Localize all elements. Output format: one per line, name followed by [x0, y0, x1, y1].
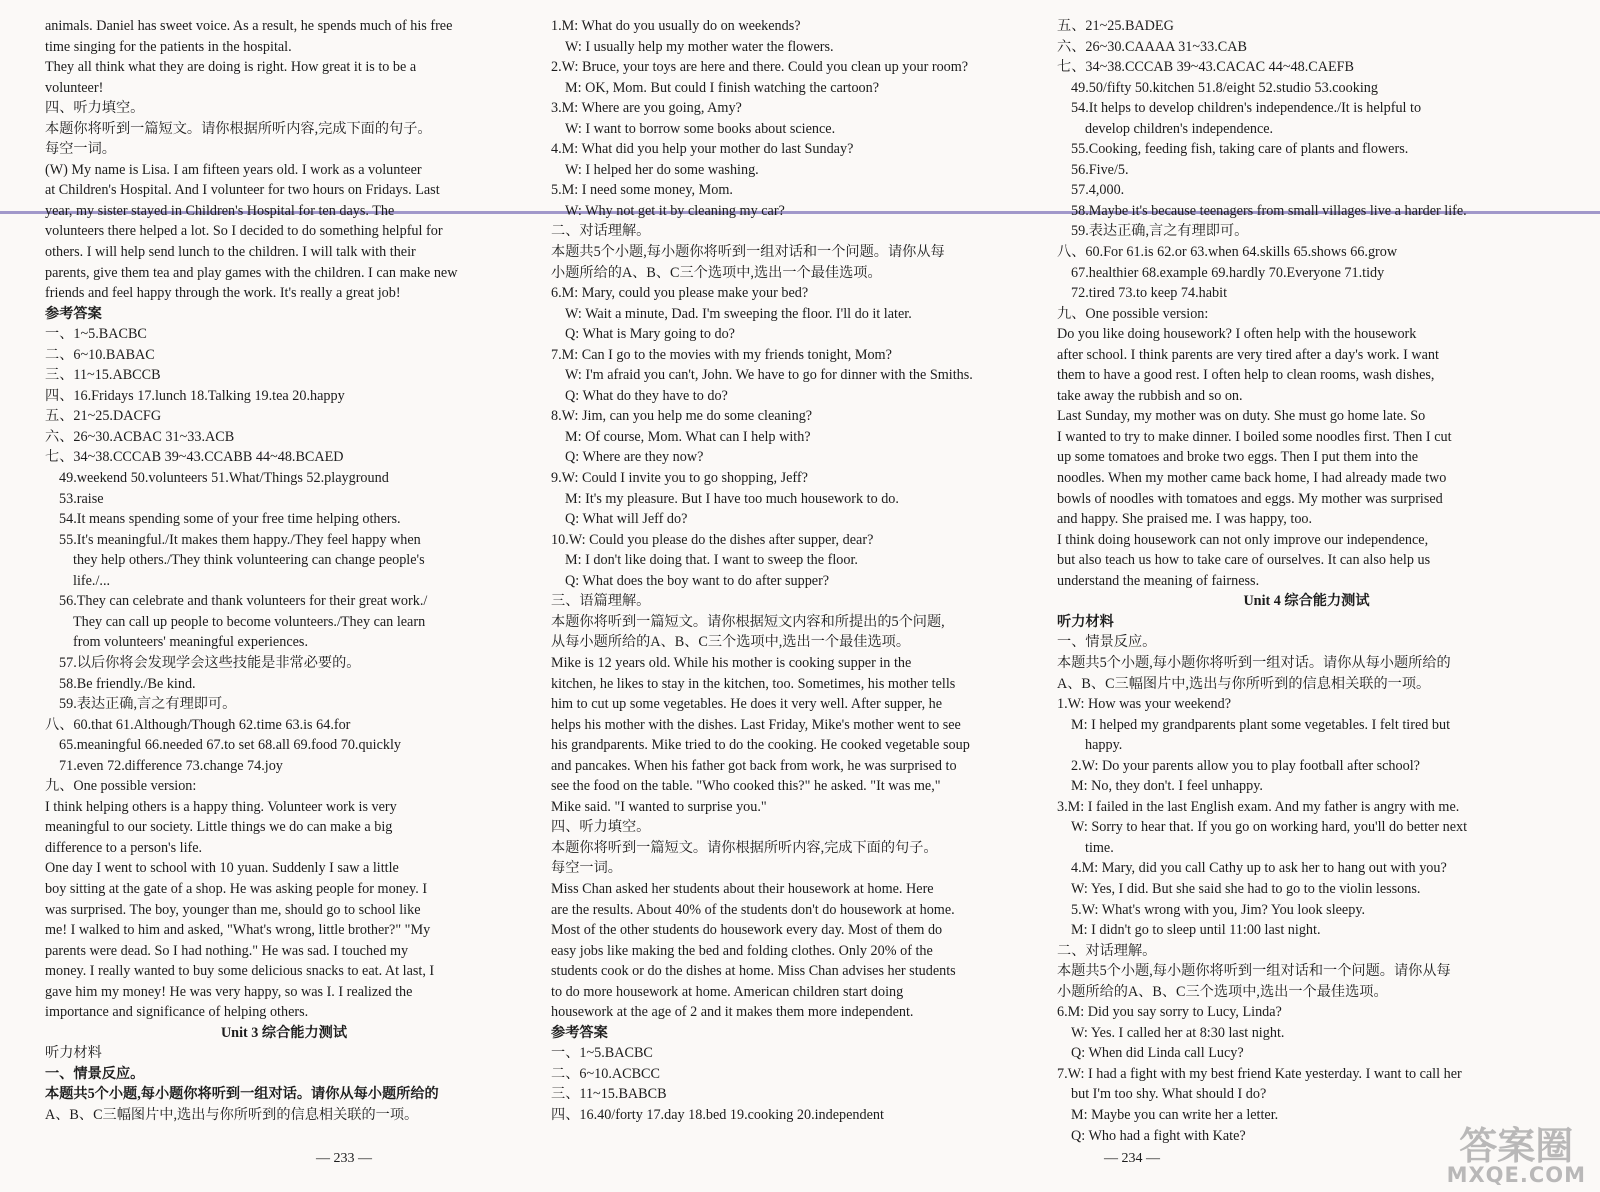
text-line: 每空一词。 — [551, 860, 622, 877]
text-line: but also teach us how to take care of ourselves. It can also help us — [1057, 552, 1431, 569]
text-line: his grandparents. Mike tried to do the cooking. He cooked vegetable soup — [551, 737, 970, 754]
page-number-234: — 234 — — [1104, 1151, 1160, 1166]
text-line: 8.W: Jim, can you help me do some cleaning? — [551, 408, 813, 425]
text-line: W: Yes, I did. But she said she had to go to the violin lessons. — [1071, 880, 1421, 897]
text-line: time. — [1085, 839, 1114, 856]
text-line: 四、听力填空。 — [45, 100, 145, 117]
text-line: develop children's independence. — [1085, 120, 1274, 137]
text-line: 从每小题所给的A、B、C三个选项中,选出一个最佳选项。 — [551, 634, 911, 651]
column-left — [45, 16, 523, 1126]
text-line: 二、6~10.ACBCC — [551, 1065, 660, 1082]
text-line: 本题你将听到一篇短文。请你根据短文内容和所提出的5个问题, — [551, 613, 945, 630]
text-line: meaningful to our society. Little things we do can make a big — [45, 819, 393, 836]
text-line: 3.M: Where are you going, Amy? — [551, 100, 742, 117]
text-line: 九、One possible version: — [45, 778, 197, 795]
text-line: Q: What is Mary going to do? — [565, 326, 735, 343]
text-line: gave him my money! He was very happy, so was I. I realized the — [45, 983, 413, 1000]
text-line: money. I really wanted to buy some delicious snacks to eat. At last, I — [45, 963, 435, 980]
text-line: 小题所给的A、B、C三个选项中,选出一个最佳选项。 — [1057, 983, 1388, 1000]
text-line: I think helping others is a happy thing. Volunteer work is very — [45, 798, 397, 815]
text-line: 1.M: What do you usually do on weekends? — [551, 18, 801, 34]
text-line: They all think what they are doing is right. How great it is to be a — [45, 59, 417, 76]
text-line: 3.M: I failed in the last English exam. And my father is angry with me. — [1057, 798, 1460, 815]
text-line: 59.表达正确,言之有理即可。 — [59, 696, 237, 713]
text-line: 二、对话理解。 — [551, 223, 651, 240]
text-line: Q: What will Jeff do? — [565, 511, 688, 528]
text-line: 56.Five/5. — [1071, 161, 1129, 178]
text-line: 听力材料 — [45, 1045, 102, 1062]
text-line: him to cut up some vegetables. He does it very well. After supper, he — [551, 696, 943, 713]
text-line: volunteer! — [45, 79, 104, 96]
text-line: 6.M: Did you say sorry to Lucy, Linda? — [1057, 1004, 1282, 1021]
text-line: 本题共5个小题,每小题你将听到一组对话和一个问题。请你从每 — [551, 244, 945, 261]
text-line: up some tomatoes and broke two eggs. Then I put them into the — [1057, 449, 1419, 466]
text-line: 小题所给的A、B、C三个选项中,选出一个最佳选项。 — [551, 264, 882, 281]
text-line: 2.W: Bruce, your toys are here and there. Could you clean up your room? — [551, 59, 969, 76]
text-line: Do you like doing housework? I often help with the housework — [1057, 326, 1417, 343]
text-line: W: Yes. I called her at 8:30 last night. — [1071, 1024, 1285, 1041]
text-line: 二、6~10.BABAC — [45, 346, 155, 363]
text-line: 6.M: Mary, could you please make your bed? — [551, 285, 809, 302]
text-line: Q: Where are they now? — [565, 449, 704, 466]
text-line: 49.50/fifty 50.kitchen 51.8/eight 52.studio 53.cooking — [1071, 79, 1378, 96]
text-line: at Children's Hospital. And I volunteer for two hours on Fridays. Last — [45, 182, 440, 199]
text-line: 四、16.40/forty 17.day 18.bed 19.cooking 20.independent — [551, 1106, 884, 1123]
text-line: 五、21~25.DACFG — [45, 408, 162, 425]
text-line: 七、34~38.CCCAB 39~43.CCABB 44~48.BCAED — [45, 449, 344, 466]
text-line: 六、26~30.CAAAA 31~33.CAB — [1057, 38, 1247, 55]
text-line: Q: What do they have to do? — [565, 387, 728, 404]
text-line: W: Sorry to hear that. If you go on working hard, you'll do better next — [1071, 819, 1468, 836]
text-line: W: I want to borrow some books about science. — [565, 120, 836, 137]
text-line: 八、60.that 61.Although/Though 62.time 63.is 64.for — [45, 716, 351, 733]
text-line: 三、语篇理解。 — [551, 593, 651, 610]
text-line: helps his mother with the dishes. Last Friday, Mike's mother went to see — [551, 716, 961, 733]
text-line: 7.M: Can I go to the movies with my friends tonight, Mom? — [551, 346, 892, 363]
text-line: Unit 3 综合能力测试 — [220, 1024, 348, 1041]
text-line: take away the rubbish and so on. — [1057, 387, 1243, 404]
text-line: 六、26~30.ACBAC 31~33.ACB — [45, 428, 235, 445]
text-line: they help others./They think volunteering can change people's — [73, 552, 425, 569]
text-line: M: I helped my grandparents plant some vegetables. I felt tired but — [1071, 716, 1451, 733]
text-line: I think doing housework can not only improve our independence, — [1057, 531, 1429, 548]
text-line: life./... — [73, 572, 111, 589]
text-line: housework at the age of 2 and it makes them more independent. — [551, 1004, 914, 1021]
text-line: 2.W: Do your parents allow you to play football after school? — [1071, 757, 1420, 774]
text-line: 1.W: How was your weekend? — [1057, 696, 1232, 713]
text-line: 57.以后你将会发现学会这些技能是非常必要的。 — [59, 654, 361, 671]
text-line: 54.It helps to develop children's independence./It is helpful to — [1071, 100, 1422, 117]
text-line: 65.meaningful 66.needed 67.to set 68.all 69.food 70.quickly — [59, 737, 402, 754]
text-line: year, my sister stayed in Children's Hospital for ten days. The — [45, 202, 395, 219]
text-line: me! I walked to him and asked, "What's wrong, little brother?" "My — [45, 922, 431, 939]
text-line: 4.M: What did you help your mother do last Sunday? — [551, 141, 854, 158]
text-line: 五、21~25.BADEG — [1057, 18, 1174, 34]
text-line: 参考答案 — [45, 305, 102, 322]
text-line: bowls of noodles with tomatoes and eggs. My mother was surprised — [1057, 490, 1443, 507]
text-line: Last Sunday, my mother was on duty. She must go home late. So — [1057, 408, 1426, 425]
text-line: 55.It's meaningful./It makes them happy./They feel happy when — [59, 531, 421, 548]
text-line: 72.tired 73.to keep 74.habit — [1071, 285, 1228, 302]
text-line: M: Of course, Mom. What can I help with? — [565, 428, 811, 445]
text-line: M: No, they don't. I feel unhappy. — [1071, 778, 1263, 795]
text-line: but I'm too shy. What should I do? — [1071, 1086, 1267, 1103]
watermark-logo — [1446, 1124, 1586, 1187]
text-line: Mike is 12 years old. While his mother is cooking supper in the — [551, 654, 912, 671]
text-line: 9.W: Could I invite you to go shopping, Jeff? — [551, 470, 808, 487]
text-line: 四、听力填空。 — [551, 819, 651, 836]
text-line: 58.Be friendly./Be kind. — [59, 675, 196, 692]
watermark-url: MXQE.COM — [1446, 1163, 1586, 1187]
text-line: 一、1~5.BACBC — [551, 1045, 653, 1062]
text-line: understand the meaning of fairness. — [1057, 572, 1260, 589]
text-line: 每空一词。 — [45, 141, 116, 158]
text-line: 59.表达正确,言之有理即可。 — [1071, 223, 1249, 240]
text-line: A、B、C三幅图片中,选出与你所听到的信息相关联的一项。 — [1057, 675, 1431, 692]
text-line: parents, give them tea and play games with the children. I can make new — [45, 264, 458, 281]
text-line: 57.4,000. — [1071, 182, 1125, 199]
text-line: W: Wait a minute, Dad. I'm sweeping the floor. I'll do it later. — [565, 305, 912, 322]
text-line: see the food on the table. "Who cooked this?" he asked. "It was me," — [551, 778, 941, 795]
text-line: 56.They can celebrate and thank volunteers for their great work./ — [59, 593, 428, 610]
text-line: noodles. When my mother came back home, I had already made two — [1057, 470, 1447, 487]
text-line: 三、11~15.ABCCB — [45, 367, 161, 384]
text-line: time singing for the patients in the hospital. — [45, 38, 292, 55]
text-line: others. I will help send lunch to the children. I will talk with their — [45, 244, 416, 261]
text-line: M: I didn't go to sleep until 11:00 last night. — [1071, 922, 1321, 939]
text-line: 一、情景反应。 — [45, 1065, 145, 1082]
text-line: 七、34~38.CCCAB 39~43.CACAC 44~48.CAEFB — [1057, 59, 1354, 76]
text-line: W: I'm afraid you can't, John. We have to go for dinner with the Smiths. — [565, 367, 973, 384]
text-line: 7.W: I had a fight with my best friend Kate yesterday. I want to call her — [1057, 1065, 1462, 1082]
text-line: Mike said. "I wanted to surprise you." — [551, 798, 767, 815]
text-line: 九、One possible version: — [1057, 305, 1209, 322]
text-line: animals. Daniel has sweet voice. As a result, he spends much of his free — [45, 18, 453, 34]
text-line: 49.weekend 50.volunteers 51.What/Things 52.playground — [59, 470, 389, 487]
text-line: 参考答案 — [551, 1024, 608, 1041]
text-line: Q: Who had a fight with Kate? — [1071, 1127, 1246, 1144]
text-line: 10.W: Could you please do the dishes after supper, dear? — [551, 531, 874, 548]
text-line: They can call up people to become volunteers./They can learn — [73, 613, 426, 630]
text-line: W: I helped her do some washing. — [565, 161, 759, 178]
text-line: (W) My name is Lisa. I am fifteen years old. I work as a volunteer — [45, 161, 422, 178]
text-line: and pancakes. When his father got back from work, he was surprised to — [551, 757, 957, 774]
text-line: to do more housework at home. American children start doing — [551, 983, 904, 1000]
text-line: 54.It means spending some of your free time helping others. — [59, 511, 401, 528]
text-line: M: OK, Mom. But could I finish watching the cartoon? — [565, 79, 880, 96]
text-line: 55.Cooking, feeding fish, taking care of plants and flowers. — [1071, 141, 1409, 158]
text-line: One day I went to school with 10 yuan. Suddenly I saw a little — [45, 860, 399, 877]
text-line: 67.healthier 68.example 69.hardly 70.Everyone 71.tidy — [1071, 264, 1385, 281]
text-line: 八、60.For 61.is 62.or 63.when 64.skills 65.shows 66.grow — [1057, 244, 1398, 261]
text-line: 本题共5个小题,每小题你将听到一组对话。请你从每小题所给的 — [1057, 654, 1451, 671]
text-line: happy. — [1085, 737, 1123, 754]
text-line: 本题你将听到一篇短文。请你根据所听内容,完成下面的句子。 — [45, 120, 432, 137]
text-line: Q: When did Linda call Lucy? — [1071, 1045, 1244, 1062]
text-line: friends and feel happy through the work. It's really a great job! — [45, 285, 401, 302]
text-line: I wanted to try to make dinner. I boiled some noodles first. Then I cut — [1057, 428, 1452, 445]
text-line: 二、对话理解。 — [1057, 942, 1157, 959]
text-line: and happy. She praised me. I was happy, too. — [1057, 511, 1313, 528]
text-line: importance and significance of helping others. — [45, 1004, 309, 1021]
text-line: 本题共5个小题,每小题你将听到一组对话和一个问题。请你从每 — [1057, 963, 1451, 980]
text-line: Most of the other students do housework every day. Most of them do — [551, 922, 943, 939]
text-line: parents were dead. So I had nothing." He was sad. I touched my — [45, 942, 409, 959]
text-line: them to have a good rest. I often help to clean rooms, wash dishes, — [1057, 367, 1435, 384]
text-line: volunteers there helped a lot. So I decided to do something helpful for — [45, 223, 443, 240]
text-line: Miss Chan asked her students about their housework at home. Here — [551, 880, 934, 897]
text-line: 53.raise — [59, 490, 104, 507]
text-line: 58.Maybe it's because teenagers from small villages live a harder life. — [1071, 202, 1467, 219]
text-line: M: Maybe you can write her a letter. — [1071, 1106, 1279, 1123]
text-line: easy jobs like making the bed and folding clothes. Only 20% of the — [551, 942, 933, 959]
text-line: Unit 4 综合能力测试 — [1243, 593, 1370, 610]
text-line: 4.M: Mary, did you call Cathy up to ask her to hang out with you? — [1071, 860, 1447, 877]
text-line: kitchen, he likes to stay in the kitchen, too. Sometimes, his mother tells — [551, 675, 956, 692]
text-line: 5.M: I need some money, Mom. — [551, 182, 733, 199]
text-line: boy sitting at the gate of a shop. He was asking people for money. I — [45, 880, 428, 897]
text-line: 三、11~15.BABCB — [551, 1086, 667, 1103]
text-line: after school. I think parents are very tired after a day's work. I want — [1057, 346, 1439, 363]
text-line: students cook or do the dishes at home. Miss Chan advises her students — [551, 963, 956, 980]
column-middle — [551, 16, 1036, 1126]
text-line: W: Why not get it by cleaning my car? — [565, 202, 785, 219]
page-number-233: — 233 — — [316, 1151, 372, 1166]
text-line: 71.even 72.difference 73.change 74.joy — [59, 757, 283, 774]
text-line: M: It's my pleasure. But I have too much housework to do. — [565, 490, 899, 507]
text-line: 一、情景反应。 — [1057, 634, 1157, 651]
text-line: Q: What does the boy want to do after supper? — [565, 572, 830, 589]
text-line: from volunteers' meaningful experiences. — [73, 634, 308, 651]
text-line: 本题共5个小题,每小题你将听到一组对话。请你从每小题所给的 — [45, 1086, 439, 1103]
text-line: A、B、C三幅图片中,选出与你所听到的信息相关联的一项。 — [45, 1106, 419, 1123]
text-line: are the results. About 40% of the students don't do housework at home. — [551, 901, 955, 918]
column-right — [1057, 16, 1556, 1146]
text-line: was surprised. The boy, younger than me, should go to school like — [45, 901, 421, 918]
watermark-text: 答案圈 — [1459, 1124, 1574, 1168]
text-line: 四、16.Fridays 17.lunch 18.Talking 19.tea 20.happy — [45, 387, 345, 404]
text-line: 本题你将听到一篇短文。请你根据所听内容,完成下面的句子。 — [551, 839, 938, 856]
text-line: W: I usually help my mother water the flowers. — [565, 38, 834, 55]
text-line: M: I don't like doing that. I want to sweep the floor. — [565, 552, 858, 569]
text-line: 听力材料 — [1057, 613, 1114, 630]
text-line: difference to a person's life. — [45, 839, 203, 856]
text-line: 5.W: What's wrong with you, Jim? You look sleepy. — [1071, 901, 1366, 918]
text-line: 一、1~5.BACBC — [45, 326, 147, 343]
